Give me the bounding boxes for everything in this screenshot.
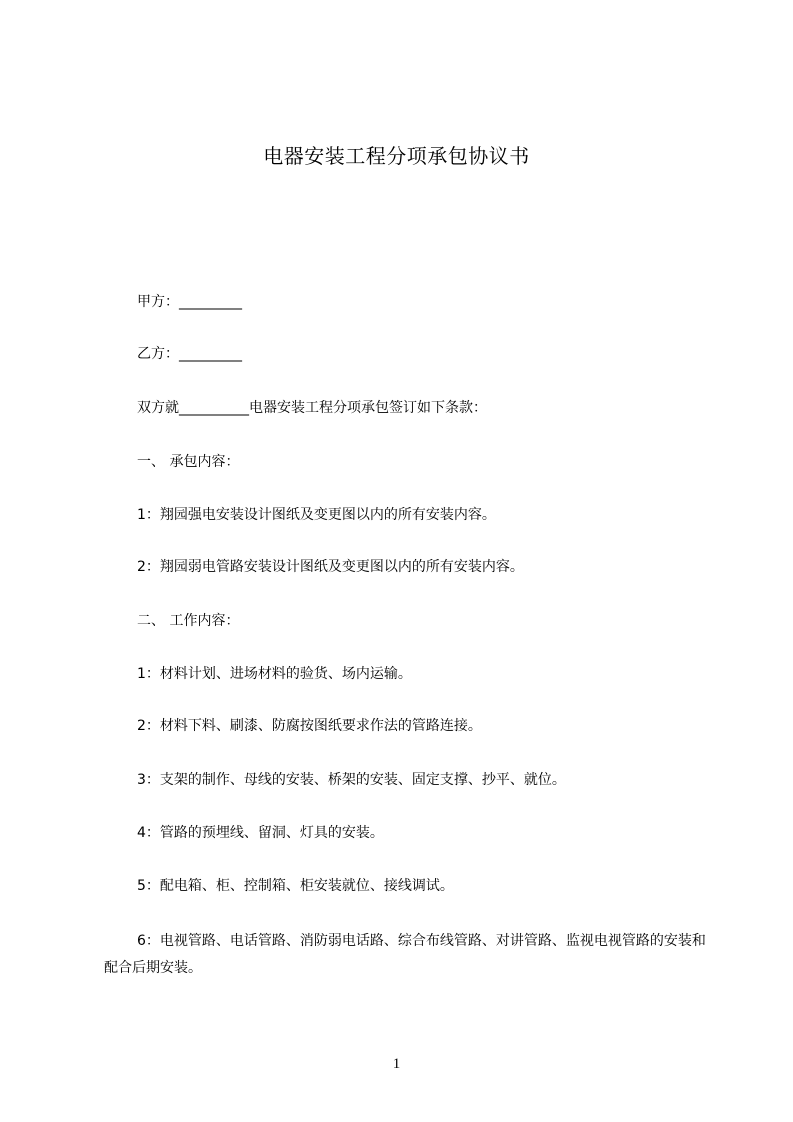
party-b-line: 乙方：_________ [137,346,242,362]
section-heading: 二、 工作内容： [137,613,240,629]
list-item: 2：翔园弱电管路安装设计图纸及变更图以内的所有安装内容。 [137,559,524,575]
list-item: 4：管路的预埋线、留洞、灯具的安装。 [137,825,384,841]
list-item: 3：支架的制作、母线的安装、桥架的安装、固定支撑、抄平、就位。 [137,772,566,788]
list-item-wrapped: 6：电视管路、电话管路、消防弱电话路、综合布线管路、对讲管路、监视电视管路的安装和配合后期安装。 [104,933,706,976]
list-item: 1：材料计划、进场材料的验货、场内运输。 [137,666,412,682]
list-item: 5：配电箱、柜、控制箱、柜安装就位、接线调试。 [137,878,454,894]
list-item: 2：材料下料、刷漆、防腐按图纸要求作法的管路连接。 [137,718,482,734]
page-number: 1 [392,1056,401,1072]
party-a-line: 甲方：_________ [137,294,242,310]
intro-line: 双方就__________电器安装工程分项承包签订如下条款： [137,400,487,416]
section-heading: 一、 承包内容： [137,454,240,470]
list-item: 1：翔园强电安装设计图纸及变更图以内的所有安装内容。 [137,507,496,523]
document-title: 电器安装工程分项承包协议书 [263,144,530,168]
